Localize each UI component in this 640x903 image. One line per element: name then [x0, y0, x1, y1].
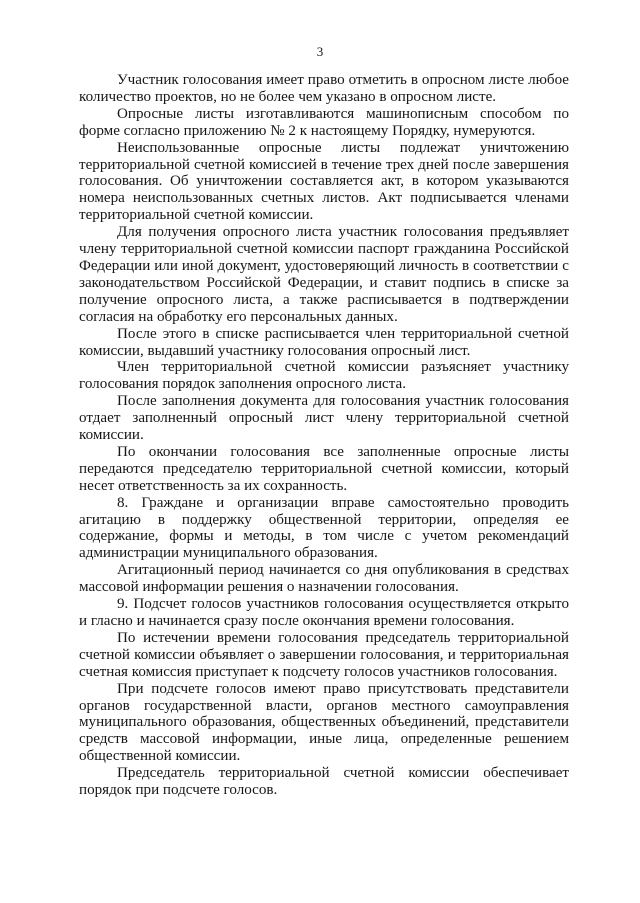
paragraph-voter-marking-rights: Участник голосования имеет право отметить в опросном листе любое количество проектов, но не более чем указано в опросном листе.	[79, 72, 569, 105]
paragraph-campaign-period: Агитационный период начинается со дня опубликования в средствах массовой информации решения о назначении голосования.	[79, 562, 569, 596]
paragraph-commission-member-signature: После этого в списке расписывается член территориальной счетной комиссии, выдавший участнику голосования опросный лист.	[79, 325, 569, 359]
paragraph-count-observers: При подсчете голосов имеют право присутствовать представители органов государственной власти, органов местного самоуправления муниципального образования, общественных объединений, представители средств массовой информации, иные лица, определенные решением общественной комиссии.	[79, 680, 569, 765]
page-number: 3	[316, 44, 324, 59]
document-body	[79, 72, 569, 799]
paragraph-end-of-voting: По истечении времени голосования председатель территориальной счетной комиссии объявляет о завершении голосования, и территориальная счетная комиссия приступает к подсчету голосов участников голосования.	[79, 629, 569, 680]
paragraph-ballot-return: После заполнения документа для голосования участник голосования отдает заполненный опросный лист члену территориальной счетной комиссии.	[79, 393, 569, 444]
paragraph-ballot-production: Опросные листы изготавливаются машинописным способом по форме согласно приложению № 2 к настоящему Порядку, нумеруются.	[79, 105, 569, 139]
paragraph-ballot-custody: По окончании голосования все заполненные опросные листы передаются председателю территориальной счетной комиссии, который несет ответственность за их сохранность.	[79, 443, 569, 494]
paragraph-filling-instructions: Член территориальной счетной комиссии разъясняет участнику голосования порядок заполнения опросного листа.	[79, 359, 569, 393]
paragraph-unused-ballots-destruction: Неиспользованные опросные листы подлежат уничтожению территориальной счетной комиссией в течение трех дней после завершения голосования. Об уничтожении составляется акт, в котором указываются номера неиспользованных счетных листов. Акт подписывается членами территориальной счетной комиссии.	[79, 139, 569, 224]
paragraph-section-8-campaigning: 8. Граждане и организации вправе самостоятельно проводить агитацию в поддержку общественной территории, определяя ее содержание, формы и методы, в том числе с учетом рекомендаций администрации муниципального образования.	[79, 494, 569, 562]
paragraph-ballot-issuance: Для получения опросного листа участник голосования предъявляет члену территориальной счетной комиссии паспорт гражданина Российской Федерации или иной документ, удостоверяющий личность в соответствии с законодательством Российской Федерации, и ставит подпись в списке за получение опросного листа, а также расписывается в подтверждении согласия на обработку его персональных данных.	[79, 224, 569, 325]
paragraph-order-during-count: Председатель территориальной счетной комиссии обеспечивает порядок при подсчете голосов.	[79, 765, 569, 799]
paragraph-section-9-vote-count: 9. Подсчет голосов участников голосования осуществляется открыто и гласно и начинается сразу после окончания времени голосования.	[79, 596, 569, 629]
